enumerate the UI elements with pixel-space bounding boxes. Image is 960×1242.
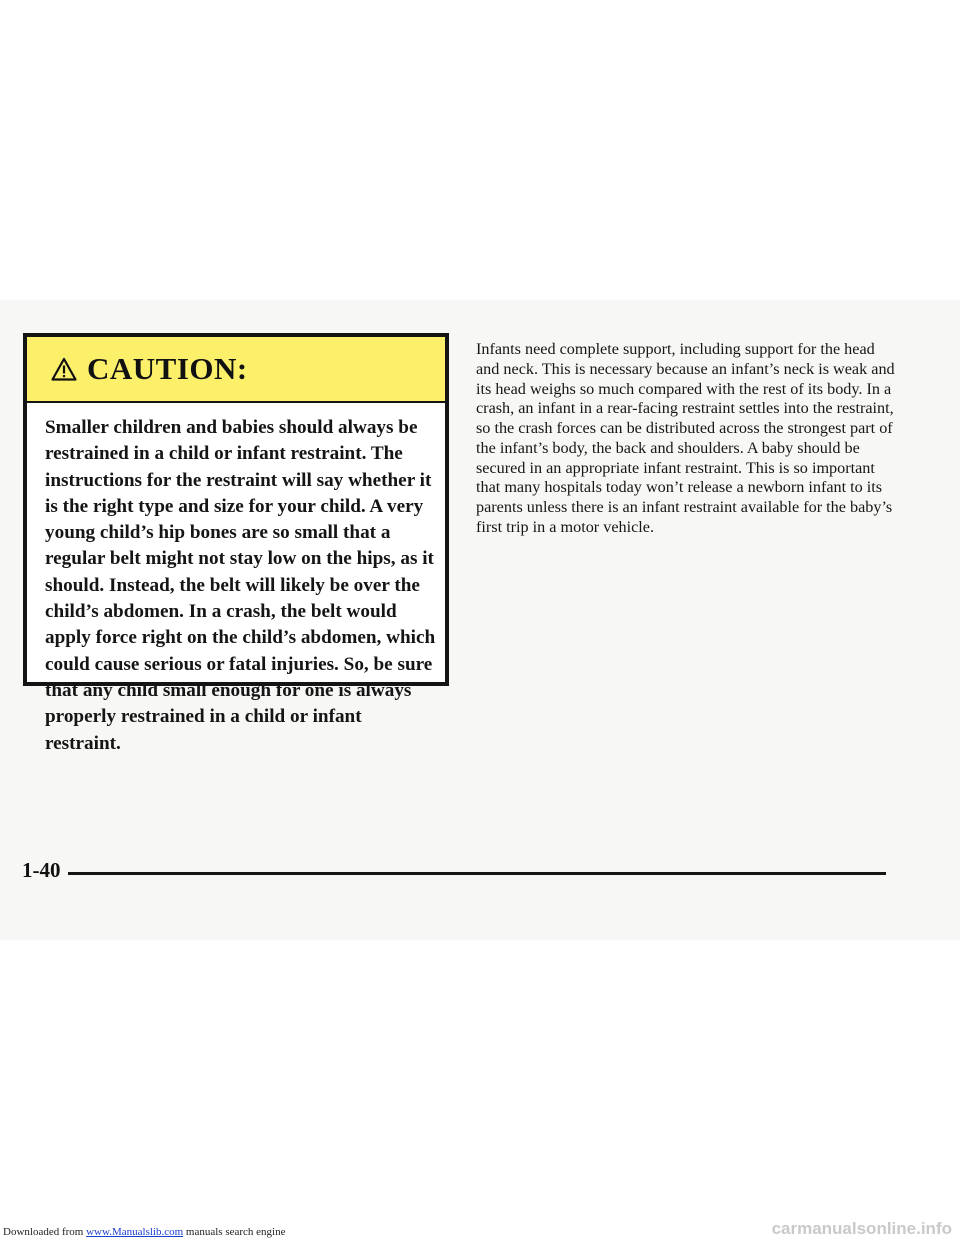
- infant-support-paragraph: Infants need complete support, including support for the head and neck. This is necessary because an infant’s neck is weak and its head weighs so much compared with the rest of its body. In a crash, an infant in a rear-facing restraint settles into the restraint, so the crash forces can be distributed across the strongest part of the infant’s body, the back and shoulders. A baby should be secured in an appropriate infant restraint. This is so important that many hospitals today won’t release a newborn infant to its parents unless there is an infant restraint available for the baby’s first trip in a motor vehicle.: [476, 340, 895, 536]
- footer-rule: [68, 872, 886, 875]
- page-number: 1-40: [22, 858, 61, 882]
- download-prefix: Downloaded from: [3, 1226, 84, 1238]
- warning-triangle-icon: [51, 357, 77, 381]
- download-attribution: [3, 1226, 285, 1238]
- caution-header: [27, 337, 445, 403]
- caution-text: Smaller children and babies should always be restrained in a child or infant restraint. The instructions for the restraint will say whether it is the right type and size for your child. A very young child’s hip bones are so small that a regular belt might not stay low on the hips, as it should. Instead, the belt will likely be over the child’s abdomen. In a crash, the belt would apply force right on the child’s abdomen, which could cause serious or fatal injuries. So, be sure that any child small enough for one is always properly restrained in a child or infant restraint.: [45, 417, 436, 754]
- caution-title: CAUTION:: [87, 351, 248, 386]
- download-suffix: manuals search engine: [185, 1226, 286, 1238]
- caution-box: [23, 333, 449, 754]
- watermark: carmanualsonline.info: [771, 1219, 952, 1238]
- manualslib-link[interactable]: www.Manualslib.com: [86, 1226, 184, 1238]
